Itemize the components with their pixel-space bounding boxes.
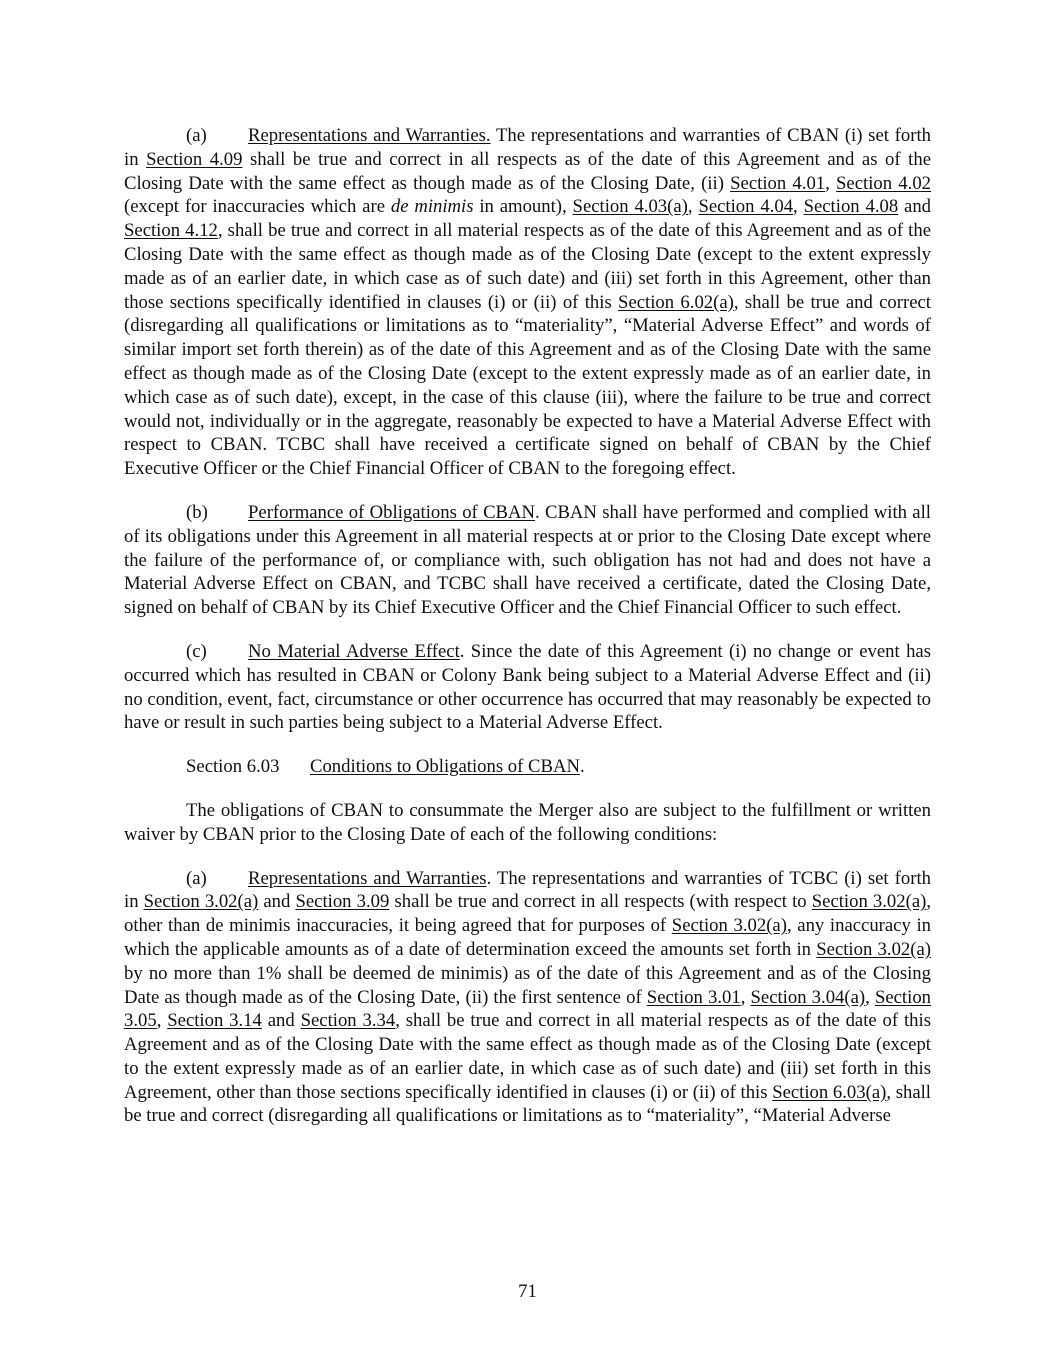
- text-run: , shall be true and correct (disregarding all qualifications or limitations as to “materiality”, “Material Adverse Effect” and words of similar import set forth therein) as of the date of this Agreement and as of the Closing Date with the same effect as though made as of the Closing Date (except to the extent expressly made as of an earlier date, in which case as of such date), except, in the case of this clause (iii), where the failure to be true and correct would not, individually or in the aggregate, reasonably be expected to have a Material Adverse Effect with respect to CBAN. TCBC shall have received a certificate signed on behalf of CBAN by the Chief Executive Officer or the Chief Financial Officer of CBAN to the foregoing effect.: [124, 291, 931, 480]
- section-title: Conditions to Obligations of CBAN: [310, 756, 580, 778]
- section-reference: Section 6.02(a): [618, 291, 734, 313]
- section-reference: Section 6.03(a): [772, 1081, 887, 1103]
- italic-term: de minimis: [390, 196, 474, 218]
- text-run: ,: [825, 172, 837, 194]
- text-run: and: [258, 891, 296, 913]
- section-number: Section 6.03: [186, 756, 280, 778]
- clause-marker: (a): [186, 867, 207, 889]
- paragraph-representations-tcbc: [124, 867, 931, 1129]
- section-reference: Section 3.02(a): [816, 938, 932, 960]
- text-run: ,: [793, 196, 804, 218]
- text-run: . CBAN shall have performed and complied with all of its obligations under this Agreement in all material respects at or prior to the Closing Date except where the failure of the performance of, or compliance with, such obligation has not had and does not have a Material Adverse Effect on CBAN, and TCBC shall have received a certificate, dated the Closing Date, signed on behalf of CBAN by its Chief Executive Officer and the Chief Financial Officer to such effect.: [124, 501, 931, 619]
- page-number: 71: [518, 1281, 537, 1302]
- section-reference: Section 3.05: [124, 986, 932, 1032]
- text-run: , any inaccuracy in which the applicable amounts as of a date of determination exceed the amounts set forth in: [124, 915, 932, 960]
- section-reference: Section 4.01: [730, 172, 826, 194]
- text-run: .: [579, 756, 585, 778]
- paragraph-obligations-intro: [124, 799, 931, 847]
- clause-heading: Representations and Warranties.: [248, 125, 491, 146]
- section-reference: Section 3.04(a): [750, 986, 866, 1008]
- text-run: and: [898, 196, 932, 218]
- text-run: shall be true and correct in all respects as of the date of this Agreement and as of the Closing Date with the same effect as though made as of the Closing Date, (ii): [124, 148, 931, 194]
- paragraph-performance-obligations: [124, 501, 931, 620]
- section-reference: Section 3.02(a): [143, 891, 259, 913]
- clause-marker: (a): [186, 125, 207, 146]
- text-run: ,: [687, 196, 699, 218]
- section-reference: Section 4.03(a): [572, 196, 688, 218]
- text-run: The obligations of CBAN to consummate the Merger also are subject to the fulfillment or written waiver by CBAN prior to the Closing Date of each of the following conditions:: [124, 799, 931, 845]
- text-run: . The representations and warranties of TCBC (i) set forth in: [124, 867, 931, 913]
- section-reference: Section 4.12: [124, 220, 218, 242]
- section-heading-6-03: [124, 755, 931, 779]
- section-reference: Section 3.02(a): [671, 915, 787, 937]
- section-reference: Section 3.14: [167, 1010, 262, 1032]
- clause-heading: Representations and Warranties: [248, 867, 487, 889]
- text-run: , shall be true and correct (disregarding all qualifications or limitations as to “materiality”, “Material Adverse: [124, 1081, 931, 1127]
- section-reference: Section 3.34: [300, 1010, 396, 1032]
- clause-heading: No Material Adverse Effect: [248, 640, 460, 662]
- text-run: , other than de minimis inaccuracies, it being agreed that for purposes of: [124, 891, 932, 937]
- section-reference: Section 4.04: [698, 196, 794, 218]
- document-body: [124, 124, 931, 1148]
- paragraph-representations-cban: [124, 124, 931, 481]
- clause-heading: Performance of Obligations of CBAN: [248, 501, 536, 523]
- text-run: . Since the date of this Agreement (i) no change or event has occurred which has resulted in CBAN or Colony Bank being subject to a Material Adverse Effect and (ii) no condition, event, fact, circumstance or other occurrence has occurred that may reasonably be expected to have or result in such parties being subject to a Material Adverse Effect.: [124, 640, 931, 734]
- text-run: , shall be true and correct in all material respects as of the date of this Agreement and as of the Closing Date with the same effect as though made as of the Closing Date (except to the extent expressly made as of an earlier date, in which case as of such date) and (iii) set forth in this Agreement, other than those sections specifically identified in clauses (i) or (ii) of this: [124, 1010, 931, 1103]
- section-reference: Section 4.08: [803, 196, 899, 218]
- text-run: shall be true and correct in all respects (with respect to: [389, 891, 812, 913]
- section-reference: Section 4.09: [146, 148, 243, 170]
- paragraph-no-material-adverse-effect: [124, 640, 931, 735]
- text-run: The representations and warranties of CBAN (i) set forth in: [124, 125, 931, 170]
- section-reference: Section 3.01: [646, 986, 741, 1008]
- text-run: ,: [740, 986, 751, 1008]
- text-run: (except for inaccuracies which are: [124, 196, 391, 218]
- text-run: and: [261, 1010, 301, 1032]
- text-run: ,: [865, 986, 875, 1008]
- clause-marker: (c): [186, 640, 207, 662]
- section-reference: Section 3.02(a): [811, 891, 927, 913]
- section-reference: Section 4.02: [836, 172, 932, 194]
- clause-marker: (b): [186, 501, 208, 523]
- text-run: ,: [156, 1010, 168, 1032]
- text-run: in amount),: [473, 196, 573, 218]
- text-run: , shall be true and correct in all material respects as of the date of this Agreement and as of the Closing Date with the same effect as though made as of the Closing Date (except to the extent expressly made as of an earlier date, in which case as of such date) and (iii) set forth in this Agreement, other than those sections specifically identified in clauses (i) or (ii) of this: [124, 220, 931, 313]
- section-reference: Section 3.09: [295, 891, 390, 913]
- text-run: by no more than 1% shall be deemed de minimis) as of the date of this Agreement and as of the Closing Date as though made as of the Closing Date, (ii) the first sentence of: [124, 962, 931, 1008]
